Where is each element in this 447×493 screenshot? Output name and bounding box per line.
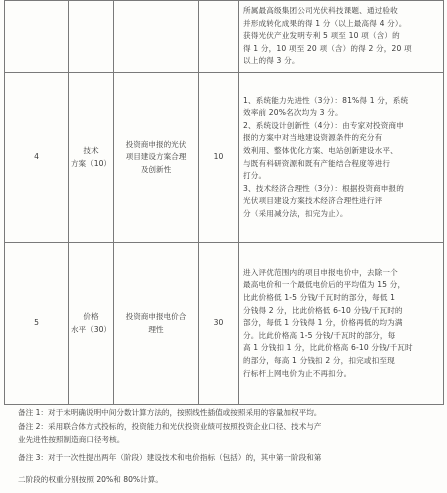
notes-section [18, 406, 440, 491]
detail-paragraph: 1、系统能力先进性（3分）：81%得 1 分，系统 效率前 20%名次均为 3 分。 [243, 95, 409, 118]
scoring-detail-cell [239, 243, 444, 405]
item-score-cell: 10 [199, 73, 239, 243]
table-row [5, 243, 444, 405]
scoring-table [4, 0, 444, 405]
table-row [5, 1, 444, 73]
item-number-cell: 5 [5, 243, 69, 405]
item-content-cell: 投资商申报电价合 理性 [114, 243, 199, 405]
note-3: 备注 3：对于一次性提出两年（阶段）建设技术和电价指标（包括）的，其中第一阶段和第 二阶段的权重分别按照 20%和 80%计算。 [18, 452, 322, 484]
item-name-cell: 技术 方案（10） [69, 73, 114, 243]
detail-paragraph: 进入评优范围内的项目申报电价中，去除一个 最高电价和一个最低电价后的平均值为 15 分， 比此价格低 1-5 分钱/千瓦时的部分，每低 1 分钱得 2 分，比此价格低 6-10 分钱/千瓦时的 部分，每低 1 分钱得 1 分，价格再低的均为满 分。比此价格高 1-5 分钱/千瓦时的部分，每 高 1 分钱扣 1 分，比此价格高 6-10 分钱/千瓦时 的部分，每高 1 分钱扣 2 分，扣完或扣至现 行标杆上网电价为止不再扣分。 [243, 267, 413, 378]
scoring-detail-cell [239, 73, 444, 243]
item-name-cell [69, 1, 114, 73]
detail-paragraph: 2、系统设计创新性（4分）：由专家对投资商申 报的方案中对当地建设资源条件的充分有 效利用、整体优化方案、电站创新建设水平、 与既有科研资源和既有产能结合程度等进行 打分。 [243, 120, 405, 181]
item-score-cell: 30 [199, 243, 239, 405]
table-row [5, 73, 444, 243]
item-score-cell [199, 1, 239, 73]
detail-paragraph: 3、技术经济合理性（3分）：根据投资商申报的 光伏项目建设方案技术经济合理性进行评 分（采用减分法，扣完为止）。 [243, 183, 405, 218]
detail-paragraph: 所属最高级集团公司光伏科技课题、通过验收 并形成转化成果的得 1 分（以上最高得 4 分）。 获得光伏产业发明专利 5 项至 10 项（含）的 得 1 分，10 项至 20 项（含）的得 2 分，20 项 以上的得 3 分。 [243, 6, 412, 66]
note-1: 备注 1：对于未明确说明中间分数计算方法的，按照线性插值或按照采用的容量加权平均。 [18, 408, 322, 417]
item-name-cell: 价格 水平（30） [69, 243, 114, 405]
note-2: 备注 2：采用联合体方式投标的，投资能力和光伏投资业绩可按照投资企业口径、技术与产 业先进性按照制造商口径考核。 [18, 421, 322, 444]
item-content-cell: 投资商申报的光伏 项目建设方案合理 及创新性 [114, 73, 199, 243]
item-number-cell [5, 1, 69, 73]
item-content-cell [114, 1, 199, 73]
scoring-detail-cell [239, 1, 444, 73]
item-number-cell: 4 [5, 73, 69, 243]
